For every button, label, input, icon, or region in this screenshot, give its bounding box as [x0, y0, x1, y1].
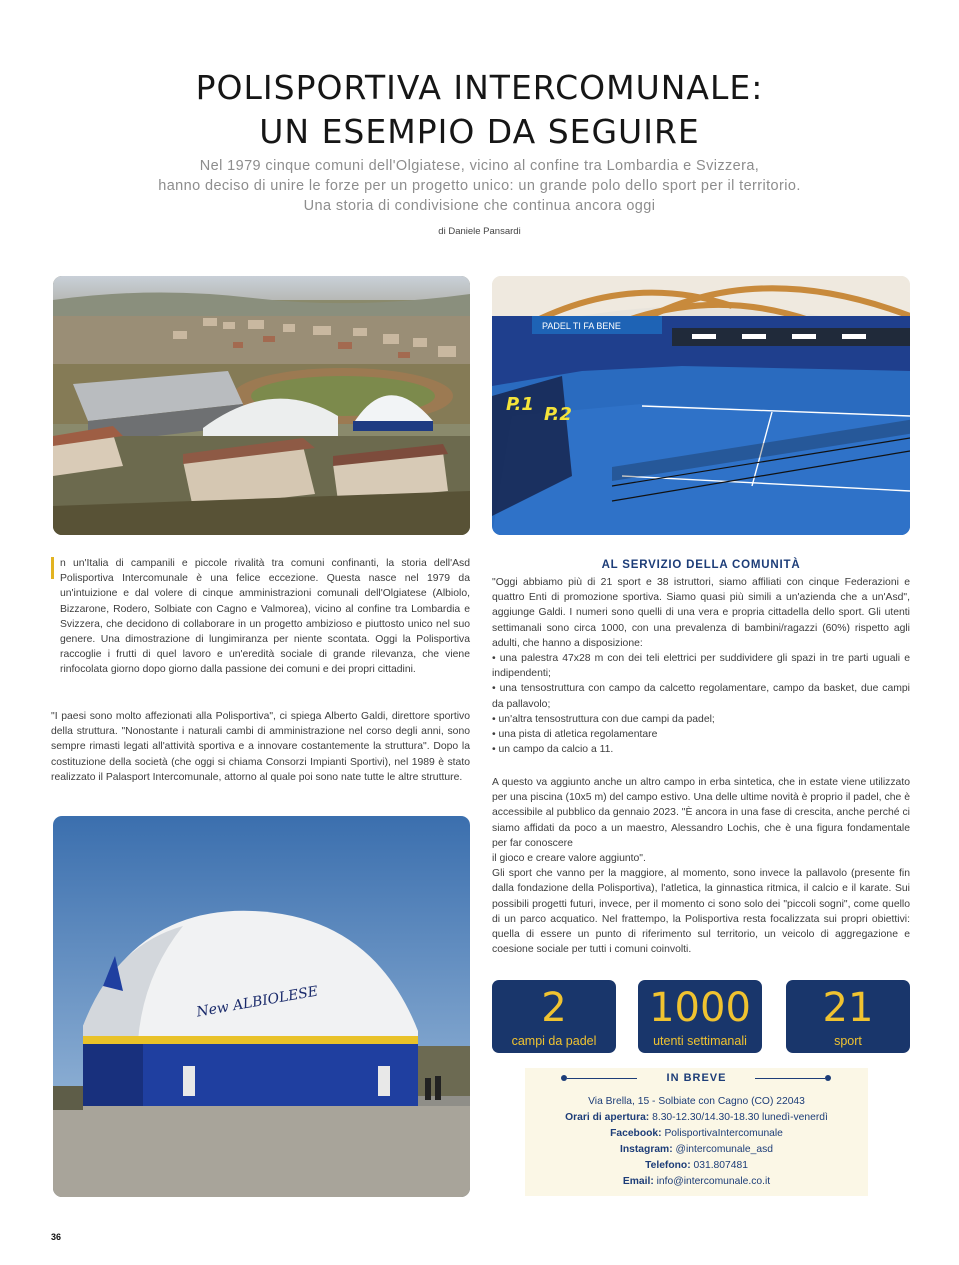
phone: [525, 1158, 868, 1174]
in-breve-heading: IN BREVE: [666, 1072, 727, 1084]
dome-photo: [53, 816, 470, 1197]
article-title: [0, 66, 959, 154]
stat-label: sport: [834, 1034, 862, 1048]
page-number: 36: [51, 1232, 62, 1242]
left-column: [60, 556, 470, 692]
divider-line: [755, 1078, 825, 1079]
dome-sign-text: New ALBIOLESE: [195, 983, 320, 1021]
padel-court-photo: [492, 276, 910, 535]
stat-box-padel: [492, 980, 616, 1053]
list-item: • un campo da calcio a 11.: [492, 742, 910, 757]
stat-label: campi da padel: [511, 1034, 597, 1048]
email-label: Email:: [622, 1176, 654, 1187]
right-paragraph-1: "Oggi abbiamo più di 21 sport e 38 istruttori, siamo affiliati con cinque Federazioni e quattro Enti di promozione sportiva. Siamo quasi più simili a un'azienda che a un'Asd", aggiunge Galdi. I numeri sono quelli di una vera e propria cittadella dello sport. Gli utenti settimanali sono circa 1000, con una prevalenza di bambini/ragazzi (60%) rispetto agli adulti, che hanno a disposizione:: [492, 577, 910, 649]
address: Via Brella, 15 - Solbiate con Cagno (CO) 22043: [588, 1096, 805, 1107]
in-breve-box: [525, 1068, 868, 1196]
intro-paragraph: n un'Italia di campanili e piccole rivalità tra comuni confinanti, la storia dell'Asd Polisportiva Intercomunale è una felice eccezione. Questa nasce nel 1979 da un'intuizione e dal volere di cinque amministrazioni comunali dell'Olgiatese (Albiolo, Bizzarone, Rodero, Solbiate con Cagno e Valmorea), vicino al confine tra Lombardia e Svizzera, che decidono di collaborare in un progetto ambizioso e piuttosto unico nel suo genere. Una dimostrazione di lungimiranza per niente scontata. Oggi la Polisportiva raccoglie i frutti di quel lavoro e un'eredità sociale di grande rilevanza, che viene rinfocolata giorno dopo giorno dalla passione dei comuni e dei propri cittadini.: [60, 558, 470, 676]
right-column: [492, 575, 910, 757]
facebook: [525, 1126, 868, 1142]
court-label-p2: P.2: [544, 404, 572, 425]
email-value: info@intercomunale.co.it: [653, 1176, 771, 1187]
list-item: • una pista di atletica regolamentare: [492, 727, 910, 742]
right-paragraph-3: Gli sport che vanno per la maggiore, al momento, sono invece la pallavolo (presente fin dalla fondazione della Polisportiva), l'atletica, la ginnastica ritmica, il calcio e il karate. Sui possibili progetti futuri, invece, per il momento ci sono solo dei "piccoli sogni", come quello di un parco acquatico. Nel frattempo, la Polisportiva resta focalizzata sui propri obiettivi: quella di essere un punto di riferimento sul territorio, un veicolo di aggregazione e coesione sociale per tutti i comuni coinvolti.: [492, 868, 910, 956]
opening-hours: [525, 1110, 868, 1126]
instagram-value: @intercomunale_asd: [672, 1144, 773, 1155]
list-item: • una tensostruttura con campo da calcetto regolamentare, campo da basket, due campi da pallavolo;: [492, 681, 910, 711]
drop-cap-marker: [51, 557, 54, 579]
aerial-photo: [53, 276, 470, 535]
title-line-1: POLISPORTIVA INTERCOMUNALE:: [195, 68, 764, 107]
hours-value: 8.30-12.30/14.30-18.30 lunedì-venerdì: [649, 1112, 828, 1123]
article-subtitle: [100, 156, 859, 216]
hours-label: Orari di apertura:: [565, 1112, 650, 1123]
right-column-second: [492, 775, 910, 957]
subtitle-line: Nel 1979 cinque comuni dell'Olgiatese, vicino al confine tra Lombardia e Svizzera,: [199, 158, 760, 174]
phone-value: 031.807481: [690, 1160, 748, 1171]
facebook-label: Facebook:: [610, 1128, 662, 1139]
section-heading: AL SERVIZIO DELLA COMUNITÀ: [601, 559, 801, 571]
stat-number: 21: [822, 985, 874, 1031]
email: [525, 1174, 868, 1190]
subtitle-line: Una storia di condivisione che continua ancora oggi: [303, 198, 656, 214]
stat-box-sports: [786, 980, 910, 1053]
divider-dot: [825, 1075, 831, 1081]
facilities-list: [492, 651, 910, 757]
banner-text: PADEL TI FA BENE: [542, 321, 621, 331]
list-item: • un'altra tensostruttura con due campi da padel;: [492, 712, 910, 727]
stat-label: utenti settimanali: [653, 1034, 747, 1048]
court-label-p1: P.1: [506, 394, 534, 415]
title-line-2: UN ESEMPIO DA SEGUIRE: [259, 112, 700, 151]
left-column-second: [51, 709, 470, 799]
stat-box-users: [638, 980, 762, 1053]
phone-label: Telefono:: [645, 1160, 691, 1171]
right-paragraph-2: [492, 775, 910, 866]
subtitle-line: hanno deciso di unire le forze per un progetto unico: un grande polo dello sport per il territorio.: [158, 178, 801, 194]
right-paragraph-2a: A questo va aggiunto anche un altro campo in erba sintetica, che in estate viene utilizzato per una piscina (10x5 m) del campo estivo. Una delle ultime novità è proprio il padel, che è accessibile al pubblico da gennaio 2023. "È ancora in una fase di crescita, anche perché ci siamo affidati da poco a un maestro, Alessandro Lochis, che è una figura fondamentale per far conoscere: [492, 777, 910, 849]
instagram-label: Instagram:: [620, 1144, 673, 1155]
stat-number: 1000: [649, 985, 751, 1031]
right-paragraph-2b: il gioco e creare valore aggiunto".: [492, 853, 646, 865]
quote-paragraph: "I paesi sono molto affezionati alla Polisportiva", ci spiega Alberto Galdi, direttore sportivo della struttura. "Nonostante i naturali cambi di amministrazione nel corso degli anni, sono sempre rimasti legati all'attività sportiva e a innovare costantemente la struttura". Dopo la costituzione della società (che oggi si chiama Consorzi Impianti Sportivi), nel 1989 è stato realizzato il Palasport Intercomunale, attorno al quale poi sono nate tutte le altre strutture.: [51, 711, 470, 783]
list-item: • una palestra 47x28 m con dei teli elettrici per suddividere gli spazi in tre parti uguali e indipendenti;: [492, 651, 910, 681]
stat-number: 2: [541, 985, 567, 1031]
in-breve-details: [525, 1094, 868, 1190]
facebook-value: PolisportivaIntercomunale: [661, 1128, 783, 1139]
byline: di Daniele Pansardi: [438, 226, 521, 237]
instagram: [525, 1142, 868, 1158]
